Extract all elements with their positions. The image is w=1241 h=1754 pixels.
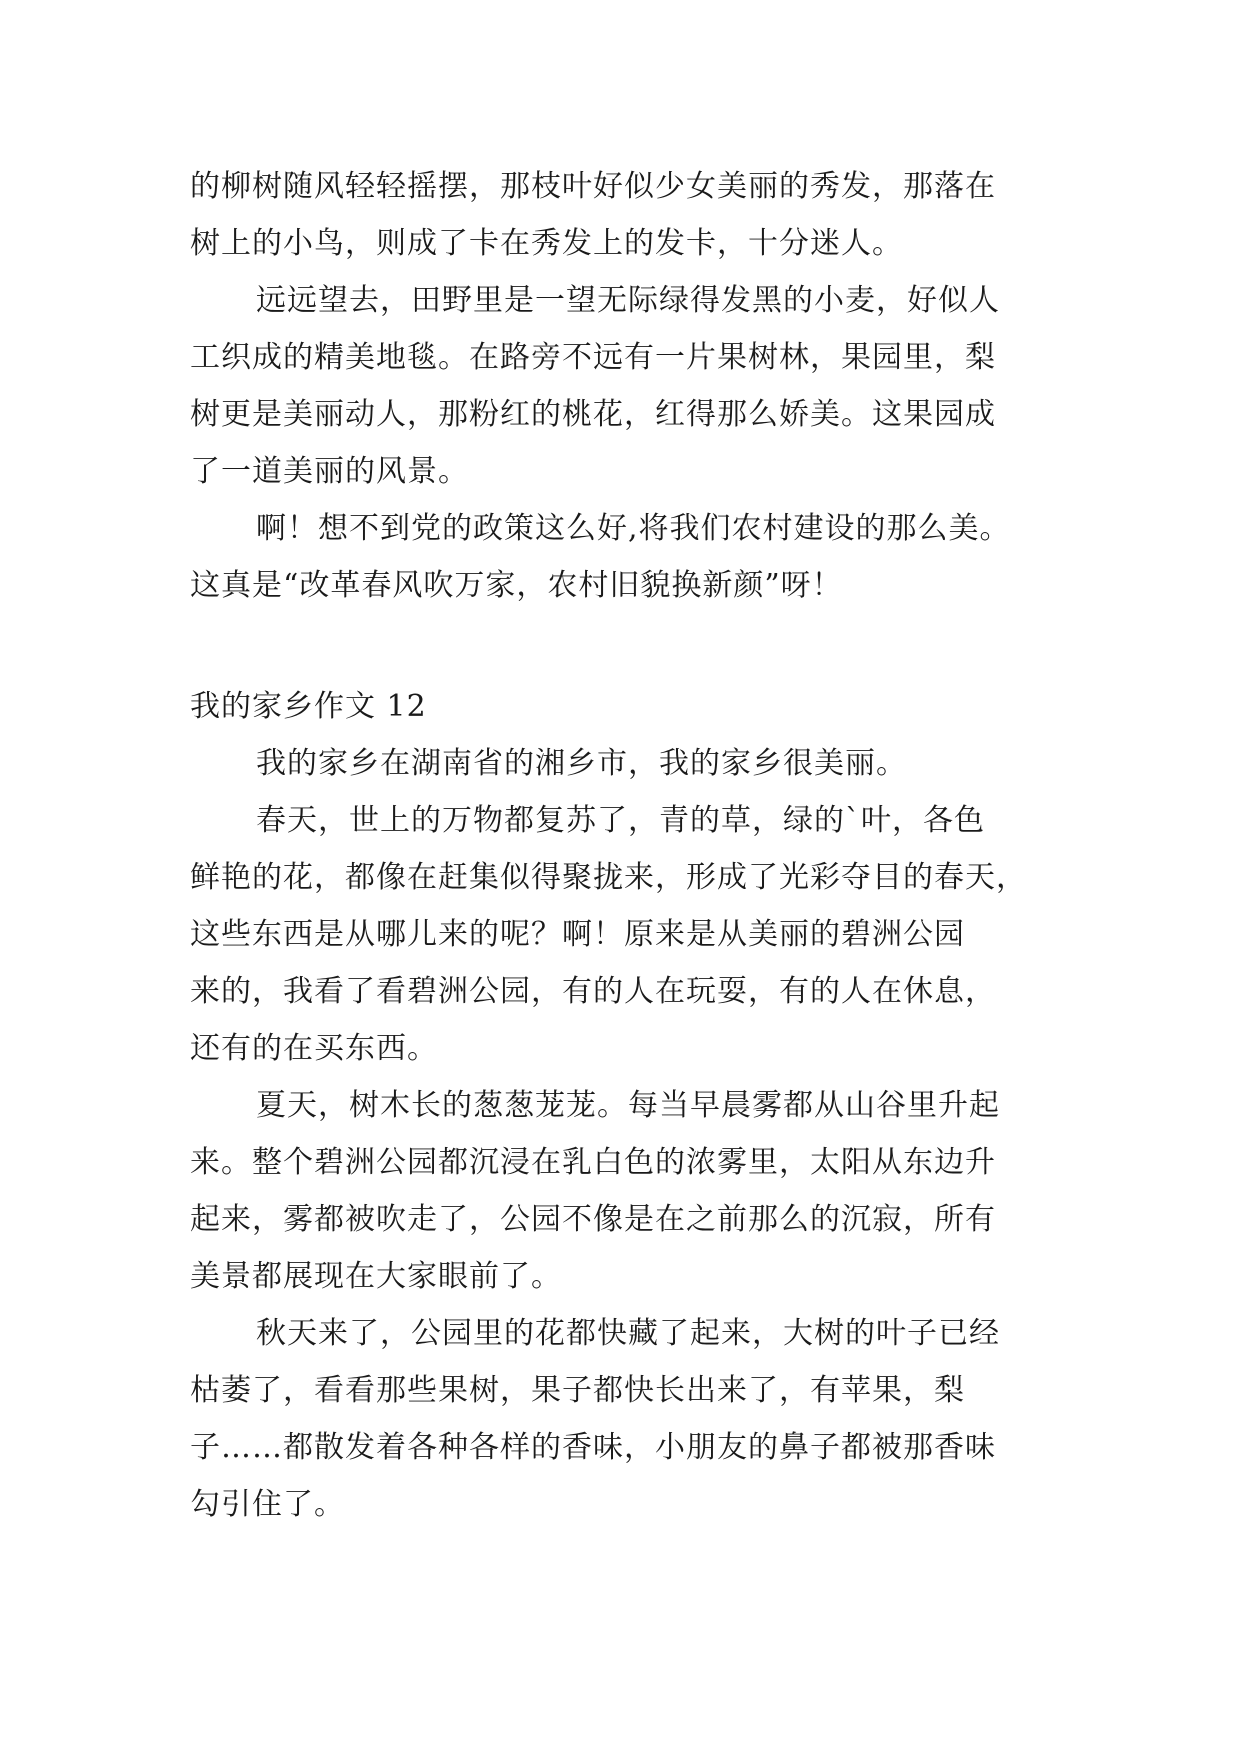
text-line: 来的，我看了看碧洲公园，有的人在玩耍，有的人在休息， [190, 974, 996, 1009]
paragraph-start-line: 秋天来了，公园里的花都快藏了起来，大树的叶子已经 [256, 1316, 1000, 1351]
paragraph-start-line: 远远望去，田野里是一望无际绿得发黑的小麦，好似人 [256, 283, 1000, 318]
paragraph-start-line: 夏天，树木长的葱葱茏茏。每当早晨雾都从山谷里升起 [256, 1088, 1000, 1123]
continued-essay-section [190, 158, 1060, 614]
text-line: 美景都展现在大家眼前了。 [190, 1259, 562, 1294]
essay-12-section [190, 678, 1060, 1533]
text-line: 枯萎了，看看那些果树，果子都快长出来了，有苹果，梨 [190, 1373, 965, 1408]
paragraph-start-line: 啊！想不到党的政策这么好,将我们农村建设的那么美。 [256, 511, 1011, 546]
text-line: 勾引住了。 [190, 1487, 345, 1522]
text-line: 来。整个碧洲公园都沉浸在乳白色的浓雾里，太阳从东边升 [190, 1145, 996, 1180]
text-line: 这些东西是从哪儿来的呢？啊！原来是从美丽的碧洲公园 [190, 917, 965, 952]
text-line: 了一道美丽的风景。 [190, 454, 469, 489]
text-line: 树更是美丽动人，那粉红的桃花，红得那么娇美。这果园成 [190, 397, 996, 432]
text-line: 起来，雾都被吹走了，公园不像是在之前那么的沉寂，所有 [190, 1202, 996, 1237]
text-line: 鲜艳的花，都像在赶集似得聚拢来，形成了光彩夺目的春天， [190, 860, 1027, 895]
text-line: 子……都散发着各种各样的香味，小朋友的鼻子都被那香味 [190, 1430, 996, 1465]
text-line: 树上的小鸟，则成了卡在秀发上的发卡，十分迷人。 [190, 226, 903, 261]
paragraph-start-line: 我的家乡在湖南省的湘乡市，我的家乡很美丽。 [256, 746, 907, 781]
text-line: 的柳树随风轻轻摇摆，那枝叶好似少女美丽的秀发，那落在 [190, 169, 996, 204]
text-line: 工织成的精美地毯。在路旁不远有一片果树林，果园里，梨 [190, 340, 996, 375]
text-line: 这真是“改革春风吹万家，农村旧貌换新颜”呀！ [190, 568, 843, 603]
paragraph-start-line: 春天，世上的万物都复苏了，青的草，绿的`叶，各色 [256, 803, 985, 838]
text-line: 还有的在买东西。 [190, 1031, 438, 1066]
essay-title: 我的家乡作文 12 [190, 689, 427, 724]
